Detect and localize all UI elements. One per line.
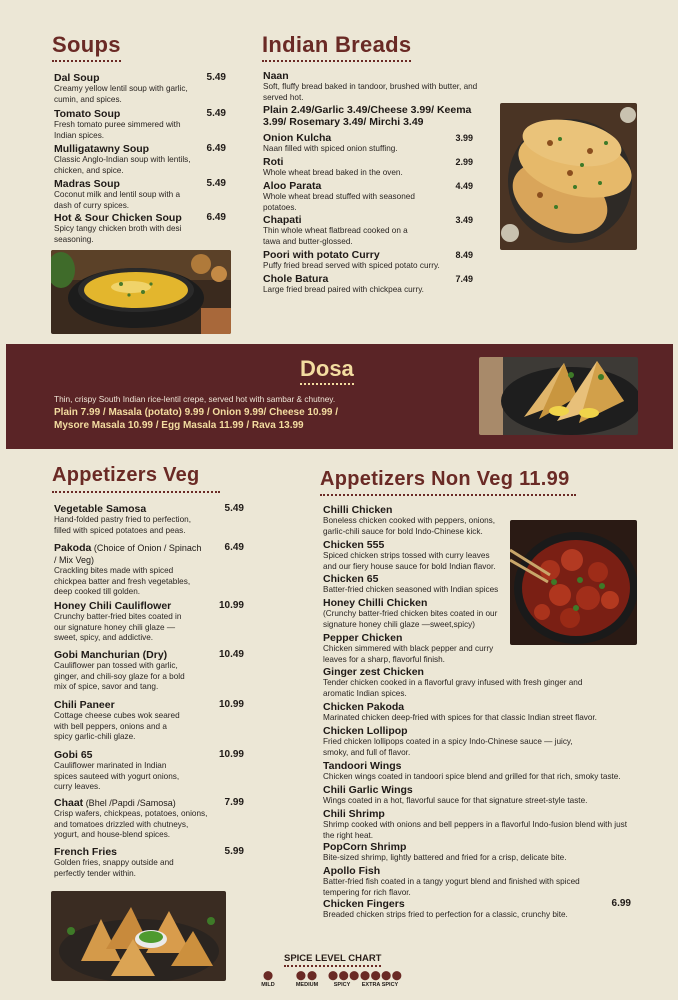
item-desc: Shrimp cooked with onions and bell peppers in a flavorful Indo-fusion blend with just the right heat. [323, 820, 628, 840]
item-name: Chicken Fingers [323, 898, 405, 910]
menu-item-gobi-65 [54, 749, 244, 793]
item-name: Tandoori Wings [323, 760, 402, 772]
dosa-desc: Thin, crispy South Indian rice-lentil crepe, served hot with sambar & chutney. [54, 394, 336, 404]
item-name: Aloo Parata [263, 180, 322, 192]
soups-title: Soups [52, 32, 121, 62]
breads-title: Indian Breads [262, 32, 411, 62]
item-desc: Large fried bread paired with chickpea curry. [263, 285, 424, 294]
item-options: (Choice of Onion / Spinach [91, 543, 202, 553]
item-price: 10.99 [218, 699, 244, 710]
spice-level-spicy [328, 970, 360, 988]
item-price: 10.99 [218, 749, 244, 760]
menu-item-french-fries [54, 846, 244, 879]
item-desc: Whole wheat bread stuffed with seasoned potatoes. [263, 192, 415, 212]
item-name: Madras Soup [54, 178, 120, 190]
item-name: Mulligatawny Soup [54, 143, 150, 155]
item-desc: Crisp wafers, chickpeas, potatoes, onions, and tomatoes drizzled with chutneys, yogurt, and house-blend spices. [54, 809, 208, 840]
menu-item-poori [263, 249, 478, 272]
spice-level-mild [258, 970, 278, 988]
menu-item-roti [263, 156, 478, 179]
item-desc: Fresh tomato puree simmered with Indian spices. [54, 120, 181, 140]
item-name: Poori with potato Curry [263, 249, 380, 261]
item-desc: Naan filled with spiced onion stuffing. [263, 144, 398, 153]
samosa-photo [51, 891, 226, 981]
item-name: Roti [263, 156, 284, 168]
band-scallop-top [6, 341, 673, 347]
menu-item-dal-soup [54, 72, 234, 105]
menu-item-chicken-555 [323, 539, 503, 572]
item-name: Ginger zest Chicken [323, 666, 424, 678]
item-price: 3.49 [455, 215, 473, 225]
item-name: Gobi Manchurian (Dry) [54, 649, 168, 661]
veg-title: Appetizers Veg [52, 464, 200, 486]
item-desc: Hand-folded pastry fried to perfection, filled with spiced potatoes and peas. [54, 515, 191, 535]
spice-level-medium [290, 970, 324, 988]
item-desc: Cauliflower marinated in Indian spices sauteed with yogurt onions, curry leaves. [54, 761, 180, 792]
item-name: Chicken 65 [323, 573, 379, 585]
chili-drop-icon: ⬤⬤ [295, 970, 319, 980]
nonveg-title: Appetizers Non Veg 11.99 [320, 468, 570, 490]
spice-level-label: EXTRA SPICY [361, 982, 399, 988]
menu-item-chicken-lollipop [323, 725, 623, 758]
item-options-cont: / Mix Veg) [54, 555, 95, 565]
chili-drop-icon: ⬤ [262, 970, 274, 980]
item-name: Chicken Lollipop [323, 725, 408, 737]
item-desc: Tender chicken cooked in a flavorful gravy infused with fresh ginger and aromatic Indian spices. [323, 678, 583, 698]
chili-drop-icon: ⬤⬤⬤⬤ [360, 970, 403, 980]
item-desc: Golden fries, snappy outside and perfectly tender within. [54, 858, 174, 878]
menu-item-vegetable-samosa [54, 503, 244, 536]
menu-item-aloo-parata [263, 180, 478, 213]
item-name: French Fries [54, 846, 118, 858]
item-price: 7.49 [455, 274, 473, 284]
item-desc: Boneless chicken cooked with peppers, onions, garlic-chili sauce for bold Indo-Chinese kick. [323, 516, 496, 536]
menu-item-apollo-fish [323, 865, 623, 898]
dosa-title: Dosa [300, 356, 354, 385]
item-desc: Marinated chicken deep-fried with spices for that classic Indian street flavor. [323, 713, 597, 722]
menu-item-chapati [263, 214, 478, 247]
item-desc: Creamy yellow lentil soup with garlic, cumin, and spices. [54, 84, 188, 104]
item-desc: Bite-sized shrimp, lightly battered and fried for a crisp, delicate bite. [323, 853, 567, 862]
menu-item-honey-chilli-chicken [323, 597, 508, 630]
band-scallop-bottom [6, 446, 673, 452]
item-desc: Cauliflower pan tossed with garlic, ginger, and chili-soy glaze for a bold mix of spice, savor and tang. [54, 661, 185, 692]
menu-item-popcorn-shrimp [323, 841, 623, 864]
menu-item-chaat [54, 797, 244, 841]
item-name: Chicken 555 [323, 539, 385, 551]
item-desc: Wings coated in a hot, flavorful sauce for that signature street-style taste. [323, 796, 588, 805]
menu-item-madras-soup [54, 178, 234, 211]
item-name: Tomato Soup [54, 108, 121, 120]
item-desc: Classic Anglo-Indian soup with lentils, chicken, and spice. [54, 155, 191, 175]
item-name: Onion Kulcha [263, 132, 332, 144]
item-desc: Batter-fried fish coated in a tangy yogurt blend and finished with spiced tempering for rich flavor. [323, 877, 580, 897]
spice-chart-title: SPICE LEVEL CHART [284, 953, 381, 967]
menu-item-chilli-chicken [323, 504, 503, 537]
naan-prices: Plain 2.49/Garlic 3.49/Cheese 3.99/ Keema 3.99/ Rosemary 3.49/ Mirchi 3.49 [263, 104, 472, 129]
item-name: Chilli Chicken [323, 504, 393, 516]
item-price: 6.49 [224, 542, 244, 553]
item-price: 6.49 [206, 212, 226, 223]
naan-photo [500, 103, 637, 250]
menu-item-pakoda [54, 542, 244, 598]
soup-photo [51, 250, 231, 334]
item-name: Honey Chili Cauliflower [54, 600, 172, 612]
item-desc: Spiced chicken strips tossed with curry leaves and our fiery house sauce for bold Indian flavor. [323, 551, 496, 571]
menu-item-tandoori-wings [323, 760, 643, 783]
menu-item-chili-paneer [54, 699, 244, 743]
item-name: Chaat [54, 797, 84, 809]
item-price: 5.49 [206, 72, 226, 83]
item-name: Chili Paneer [54, 699, 115, 711]
item-name: PopCorn Shrimp [323, 841, 407, 853]
item-price: 8.49 [455, 250, 473, 260]
item-options: (Bhel /Papdi /Samosa) [83, 798, 176, 808]
chili-drop-icon: ⬤⬤⬤ [328, 970, 360, 980]
item-price: 10.99 [218, 600, 244, 611]
item-desc: Crackling bites made with spiced chickpea batter and fresh vegetables, deep cooked till golden. [54, 566, 191, 597]
menu-item-chicken-fingers [323, 898, 633, 921]
item-price: 6.49 [206, 143, 226, 154]
item-name: Chili Shrimp [323, 808, 385, 820]
item-desc: Chicken wings coated in tandoori spice blend and grilled for that rich, smoky taste. [323, 772, 621, 781]
item-name: Honey Chilli Chicken [323, 597, 428, 609]
item-desc: Whole wheat bread baked in the oven. [263, 168, 403, 177]
item-name: Chicken Pakoda [323, 701, 405, 713]
chilli-chicken-photo [510, 520, 637, 645]
nonveg-title-underline [320, 494, 576, 496]
item-price: 2.99 [455, 157, 473, 167]
item-name: Apollo Fish [323, 865, 381, 877]
menu-item-chicken-pakoda [323, 701, 623, 724]
item-name: Hot & Sour Chicken Soup [54, 212, 182, 224]
item-desc: Puffy fried bread served with spiced potato curry. [263, 261, 440, 270]
spice-level-label: MEDIUM [295, 982, 319, 988]
item-name: Chapati [263, 214, 302, 226]
menu-item-mulligatawny-soup [54, 143, 234, 176]
item-price: 4.49 [455, 181, 473, 191]
menu-item-pepper-chicken [323, 632, 508, 665]
spice-level-label: MILD [261, 982, 275, 988]
item-name: Pepper Chicken [323, 632, 403, 644]
item-price: 10.49 [218, 649, 244, 660]
item-price: 3.99 [455, 133, 473, 143]
menu-item-chili-shrimp [323, 808, 633, 841]
menu-item-chili-garlic-wings [323, 784, 623, 807]
dosa-prices-line1: Plain 7.99 / Masala (potato) 9.99 / Onion 9.99/ Cheese 10.99 / [54, 407, 339, 418]
item-price: 5.49 [206, 178, 226, 189]
item-desc: Thin whole wheat flatbread cooked on a tawa and butter-glossed. [263, 226, 408, 246]
item-desc: Crunchy batter-fried bites coated in our signature honey chili glaze — sweet, spicy, and addictive. [54, 612, 182, 643]
menu-item-honey-chili-cauliflower [54, 600, 244, 644]
item-desc: Batter-fried chicken seasoned with Indian spices [323, 585, 499, 594]
item-price: 7.99 [224, 797, 244, 808]
item-name: Vegetable Samosa [54, 503, 147, 515]
item-desc: (Crunchy batter-fried chicken bites coated in our signature honey chili glaze —sweet,spicy) [323, 609, 498, 629]
item-name: Naan [263, 70, 289, 82]
menu-item-ginger-zest-chicken [323, 666, 623, 699]
menu-item-gobi-manchurian [54, 649, 244, 693]
item-desc: Coconut milk and lentil soup with a dash of curry spices. [54, 190, 181, 210]
menu-item-hot-sour-chicken-soup [54, 212, 234, 245]
item-price: 5.99 [224, 846, 244, 857]
menu-item-naan [263, 70, 498, 128]
veg-title-underline [52, 491, 220, 493]
dosa-prices-line2: Mysore Masala 10.99 / Egg Masala 11.99 / Rava 13.99 [54, 420, 304, 431]
menu-item-chole-batura [263, 273, 478, 296]
item-desc: Fried chicken lollipops coated in a spicy Indo-Chinese sauce — juicy, smoky, and full of flavor. [323, 737, 573, 757]
item-desc: Spicy tangy chicken broth with desi seasoning. [54, 224, 182, 244]
item-name: Gobi 65 [54, 749, 93, 761]
item-price: 5.49 [224, 503, 244, 514]
item-name: Chole Batura [263, 273, 329, 285]
dosa-photo [479, 357, 638, 435]
menu-item-onion-kulcha [263, 132, 478, 155]
item-price: 6.99 [611, 898, 631, 909]
item-desc: Cottage cheese cubes wok seared with bell peppers, onions and a spicy garlic-chili glaze. [54, 711, 180, 742]
menu-item-chicken-65 [323, 573, 513, 596]
menu-item-tomato-soup [54, 108, 234, 141]
item-desc: Breaded chicken strips fried to perfection for a classic, crunchy bite. [323, 910, 568, 919]
item-name: Pakoda [54, 542, 92, 554]
spice-level-label: SPICY [333, 982, 351, 988]
item-price: 5.49 [206, 108, 226, 119]
item-name: Dal Soup [54, 72, 100, 84]
item-name: Chili Garlic Wings [323, 784, 413, 796]
spice-level-extra-spicy [360, 970, 403, 988]
item-desc: Chicken simmered with black pepper and curry leaves for a sharp, flavorful finish. [323, 644, 494, 664]
item-desc: Soft, fluffy bread baked in tandoor, brushed with butter, and served hot. [263, 82, 478, 102]
